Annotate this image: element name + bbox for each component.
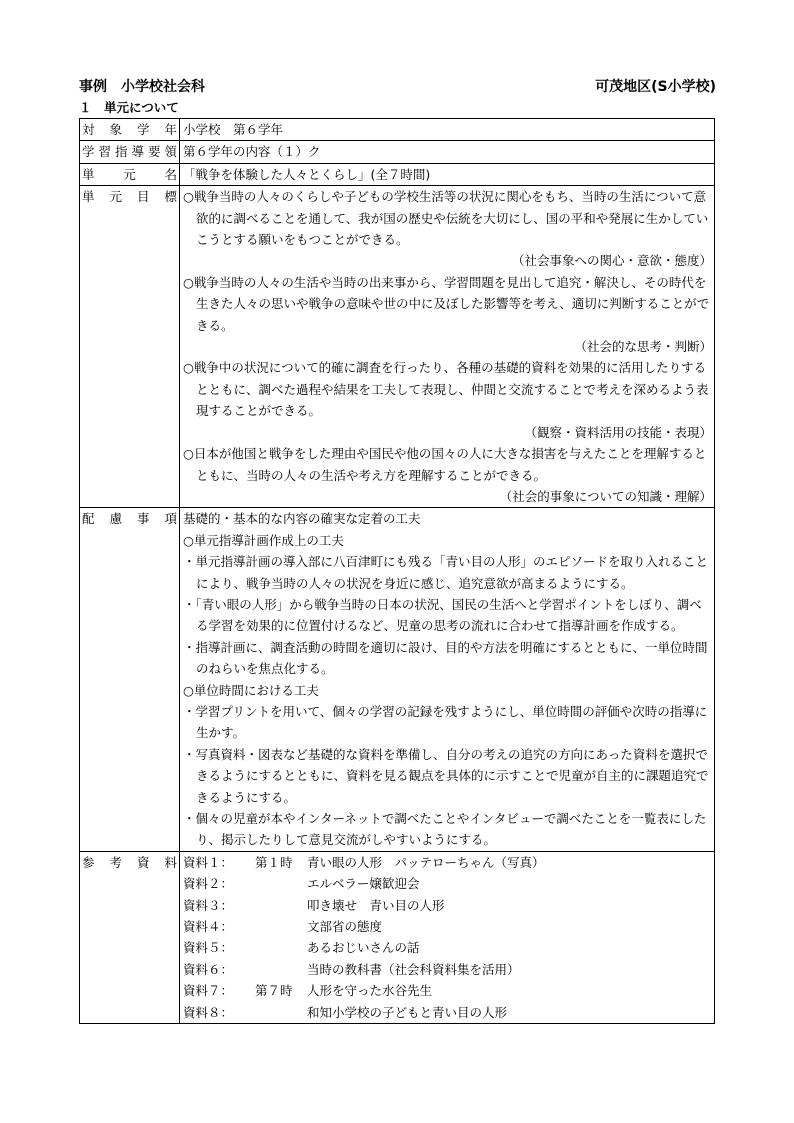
reference-title: あるおじいさんの話 — [307, 940, 420, 956]
reference-title: 当時の教科書（社会科資料集を活用） — [307, 961, 520, 977]
label-target-text — [82, 119, 177, 140]
label-char: 要 — [147, 144, 161, 160]
considerations-cell — [180, 508, 715, 852]
label-unit — [80, 163, 180, 185]
reference-title: 人形を守った水谷先生 — [307, 983, 433, 999]
label-guideline — [80, 141, 180, 163]
label-considerations-text — [82, 508, 177, 529]
label-char: 考 — [109, 854, 122, 870]
reference-item — [183, 895, 712, 916]
goal-text: ○戦争中の状況について的確に調査を行ったり、各種の基礎的資料を効果的に活用したりするとともに、調べた過程や結果を工夫して表現し、仲間と交流することで考えを深めるよう表現することができる。 — [183, 360, 709, 419]
label-char: 単 — [82, 166, 95, 182]
label-char: 名 — [164, 166, 177, 182]
goal-item — [183, 443, 712, 507]
reference-period — [255, 916, 307, 937]
row-guideline — [80, 141, 715, 163]
reference-period: 第７時 — [255, 983, 293, 999]
label-char: 配 — [82, 511, 95, 527]
row-considerations — [80, 508, 715, 852]
label-char: 学 — [136, 122, 150, 137]
goal-note: （観察・資料活用の技能・表現） — [524, 424, 712, 440]
considerations-subheading: ○単位時間における工夫 — [183, 682, 319, 698]
label-char: 学 — [82, 144, 95, 160]
consideration-item: ・「青い眼の人形」から戦争当時の日本の状況、国民の生活へと学習ポイントをしぼり、調べる学習を効果的に位置付けるなど、児童の思考の流れに合わせて指導計画を作成する。 — [183, 596, 702, 634]
label-char: 領 — [164, 144, 177, 160]
consideration-item: ・学習プリントを用いて、個々の学習の記録を残すようにし、単位時間の評価や次時の指導に生かす。 — [183, 703, 708, 741]
reference-item — [183, 980, 712, 1001]
label-char: 象 — [109, 122, 122, 137]
section-title: １ 単元について — [79, 100, 179, 115]
goal-text: ○日本が他国と戦争をした理由や国民や他の国々の人に大きな損害を与えたことを理解するとともに、当時の人々の生活や考え方を理解することができる。 — [183, 446, 707, 483]
reference-period — [255, 873, 307, 894]
consideration-item: ・写真資料・図表など基礎的な資料を準備し、自分の考えの追究の方向にあった資料を選択できるようにするとともに、資料を見る観点を具体的に示すことで児童が自主的に課題追究できるようにする。 — [183, 746, 709, 805]
label-goals-text — [82, 186, 177, 207]
unit-table — [79, 118, 715, 1024]
goal-item — [183, 357, 712, 443]
label-considerations — [80, 508, 180, 852]
row-unit — [80, 163, 715, 185]
goal-item — [183, 272, 712, 358]
reference-period — [255, 1002, 307, 1023]
reference-item — [183, 959, 712, 980]
label-references-text — [82, 852, 177, 873]
reference-title: エルベラー嬢歓迎会 — [307, 876, 420, 892]
reference-item — [183, 937, 712, 958]
reference-id: 資料２： — [183, 876, 234, 892]
label-char: 年 — [164, 122, 177, 137]
document-category: 事例 小学校社会科 — [79, 79, 205, 95]
reference-title: 叩き壊せ 青い目の人形 — [307, 897, 445, 913]
label-char: 単 — [82, 189, 95, 205]
row-target — [80, 119, 715, 141]
reference-id: 資料１： — [183, 854, 234, 870]
reference-item — [183, 1002, 712, 1023]
label-char: 項 — [164, 511, 177, 527]
school-district: 可茂地区(S小学校) — [595, 79, 716, 95]
value-target: 小学校 第６学年 — [180, 119, 715, 141]
goal-note: （社会的事象についての知識・理解） — [499, 488, 712, 504]
label-char: 指 — [114, 144, 128, 160]
references-cell — [180, 851, 715, 1023]
reference-period: 第１時 — [255, 854, 293, 870]
reference-id: 資料６： — [183, 961, 234, 977]
considerations-subheading: ○単元指導計画作成上の工夫 — [183, 532, 344, 548]
label-char: 事 — [136, 511, 150, 527]
reference-title: 文部省の態度 — [307, 919, 383, 935]
label-char: 料 — [164, 854, 177, 870]
reference-period — [255, 937, 307, 958]
reference-title: 青い眼の人形 パッテローちゃん（写真） — [307, 854, 545, 870]
goal-text: ○戦争当時の人々の生活や当時の出来事から、学習問題を見出して追究・解決し、その時代を生きた人々の思いや戦争の意味や世の中に及ぼした影響等を考え、適切に判断することができる。 — [183, 274, 710, 333]
reference-id: 資料５： — [183, 940, 234, 956]
label-target — [80, 119, 180, 141]
label-char: 慮 — [109, 511, 122, 527]
consideration-item: ・個々の児童が本やインターネットで調べたことやインタビューで調べたことを一覧表にしたり、掲示したりして意見交流がしやすいようにする。 — [183, 811, 707, 848]
label-char: 目 — [136, 189, 150, 205]
consideration-item: ・単元指導計画の導入部に八百津町にも残る「青い目の人形」のエピソードを取り入れることにより、戦争当時の人々の状況を身近に感じ、追究意欲が高まるようにする。 — [183, 554, 709, 591]
reference-item — [183, 852, 712, 873]
reference-id: 資料４： — [183, 919, 234, 935]
label-char: 参 — [82, 854, 95, 870]
value-unit: 「戦争を体験した人々とくらし」(全７時間) — [180, 163, 715, 185]
consideration-item: ・指導計画に、調査活動の時間を適切に設け、目的や方法を明確にするとともに、一単位時間のねらいを焦点化する。 — [183, 639, 708, 677]
goal-text: ○戦争当時の人々のくらしや子どもの学校生活等の状況に関心をもち、当時の生活について意欲的に調べることを通して、我が国の歴史や伝統を大切にし、国の平和や発展に生かしていこうとする願いをもつことができる。 — [183, 189, 709, 248]
considerations-heading: 基礎的・基本的な内容の確実な定着の工夫 — [183, 511, 421, 527]
label-guideline-text — [82, 141, 177, 162]
label-char: 導 — [131, 144, 144, 160]
label-char: 習 — [98, 144, 111, 160]
goals-cell — [180, 186, 715, 508]
goal-note: （社会的な思考・判断） — [574, 339, 712, 355]
reference-id: 資料３： — [183, 897, 234, 913]
label-unit-text — [82, 164, 177, 185]
goal-item — [183, 186, 712, 272]
goal-note: （社会事象への関心・意欲・態度） — [511, 253, 712, 269]
label-char: 元 — [123, 166, 136, 182]
reference-item — [183, 916, 712, 937]
reference-id: 資料７： — [183, 983, 234, 999]
row-goals — [80, 186, 715, 508]
value-guideline: 第６学年の内容（１）ク — [180, 141, 715, 163]
reference-title: 和知小学校の子どもと青い目の人形 — [307, 1004, 508, 1020]
label-char: 資 — [136, 854, 150, 870]
reference-period — [255, 895, 307, 916]
reference-item — [183, 873, 712, 894]
label-char: 元 — [109, 189, 122, 205]
label-goals — [80, 186, 180, 508]
label-char: 対 — [82, 122, 95, 137]
reference-period — [255, 959, 307, 980]
reference-id: 資料８： — [183, 1004, 234, 1020]
row-references — [80, 851, 715, 1023]
label-references — [80, 851, 180, 1023]
label-char: 標 — [164, 189, 177, 205]
